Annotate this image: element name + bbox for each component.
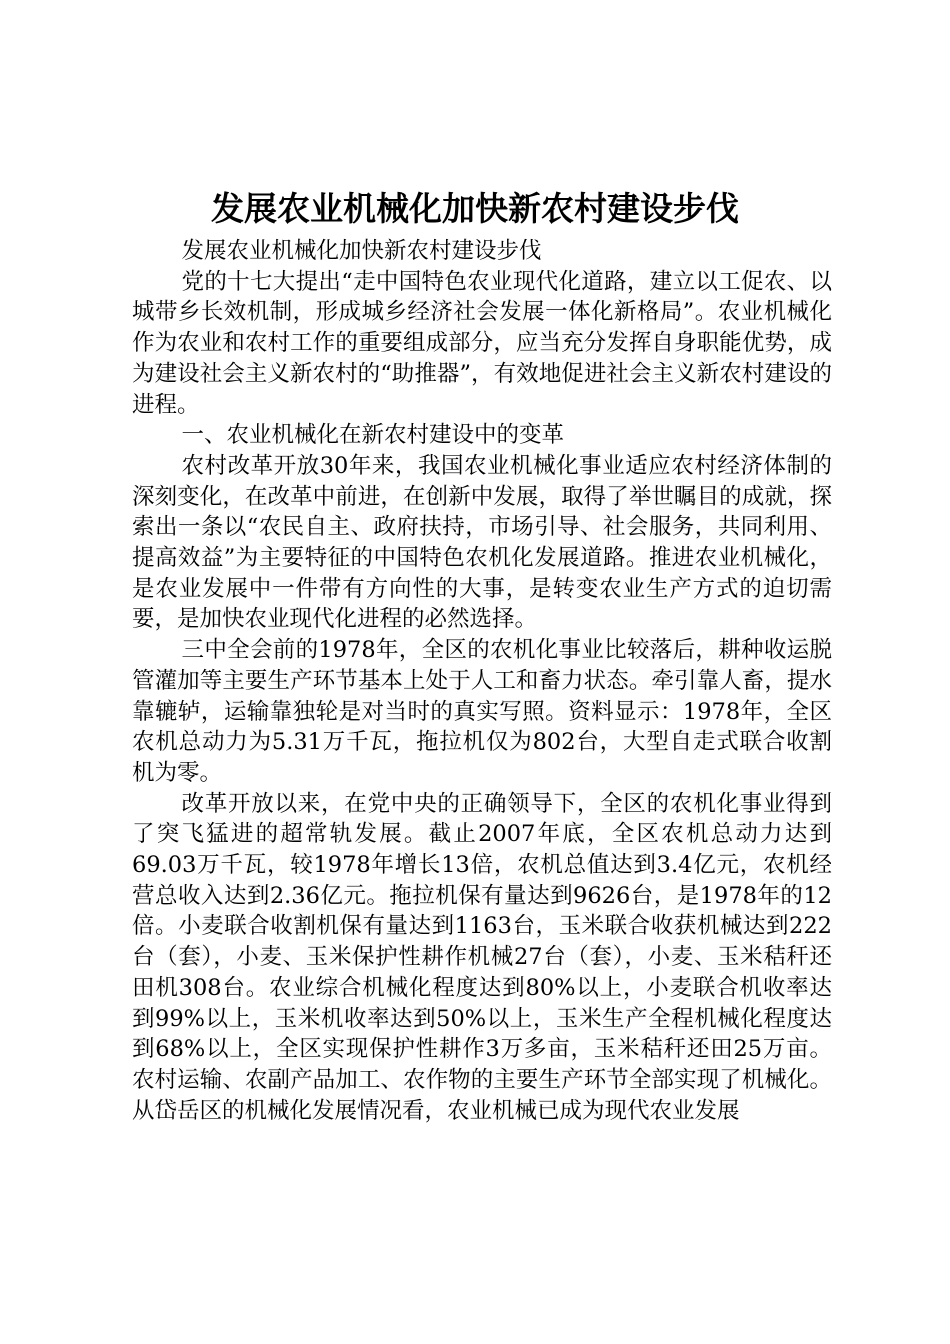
paragraph-subtitle: 发展农业机械化加快新农村建设步伐 bbox=[181, 238, 542, 264]
section-heading: 一、农业机械化在新农村建设中的变革 bbox=[181, 422, 565, 449]
paragraph: 三中全会前的1978年，全区的农机化事业比较落后，耕种收运脱管灌加等主要生产环节基本上处于人工和畜力状态。牵引靠人畜，提水靠辘轳，运输靠独轮是对当时的真实写照。资料显示：1978年，全区农机总动力为5.31万千瓦，拖拉机仅为802台，大型自走式联合收割机为零。 bbox=[132, 637, 832, 786]
paragraph: 改革开放以来，在党中央的正确领导下，全区的农机化事业得到了突飞猛进的超常轨发展。截止2007年底，全区农机总动力达到69.03万千瓦，较1978年增长13倍，农机总值达到3.4亿元，农机经营总收入达到2.36亿元。拖拉机保有量达到9626台，是1978年的12倍。小麦联合收割机保有量达到1163台，玉米联合收获机械达到222台（套），小麦、玉米保护性耕作机械27台（套），小麦、玉米秸秆还田机308台。农业综合机械化程度达到80%以上，小麦联合机收率达到99%以上，玉米机收率达到50%以上，玉米生产全程机械化程度达到68%以上，全区实现保护性耕作3万多亩，玉米秸秆还田25万亩。农村运输、农副产品加工、农作物的主要生产环节全部实现了机械化。从岱岳区的机械化发展情况看，农业机械已成为现代农业发展 bbox=[132, 790, 832, 1124]
document-body bbox=[132, 236, 832, 1126]
paragraph-intro: 党的十七大提出“走中国特色农业现代化道路，建立以工促农、以城带乡长效机制，形成城乡经济社会发展一体化新格局”。农业机械化作为农业和农村工作的重要组成部分，应当充分发挥自身职能优势，成为建设社会主义新农村的“助推器”，有效地促进社会主义新农村建设的进程。 bbox=[132, 268, 832, 418]
document-title: 发展农业机械化加快新农村建设步伐 bbox=[211, 189, 739, 228]
paragraph: 农村改革开放30年来，我国农业机械化事业适应农村经济体制的深刻变化，在改革中前进，在创新中发展，取得了举世瞩目的成就，探索出一条以“农民自主、政府扶持，市场引导、社会服务，共同利用、提高效益”为主要特征的中国特色农机化发展道路。推进农业机械化，是农业发展中一件带有方向性的大事，是转变农业生产方式的迫切需要，是加快农业现代化进程的必然选择。 bbox=[132, 452, 832, 633]
